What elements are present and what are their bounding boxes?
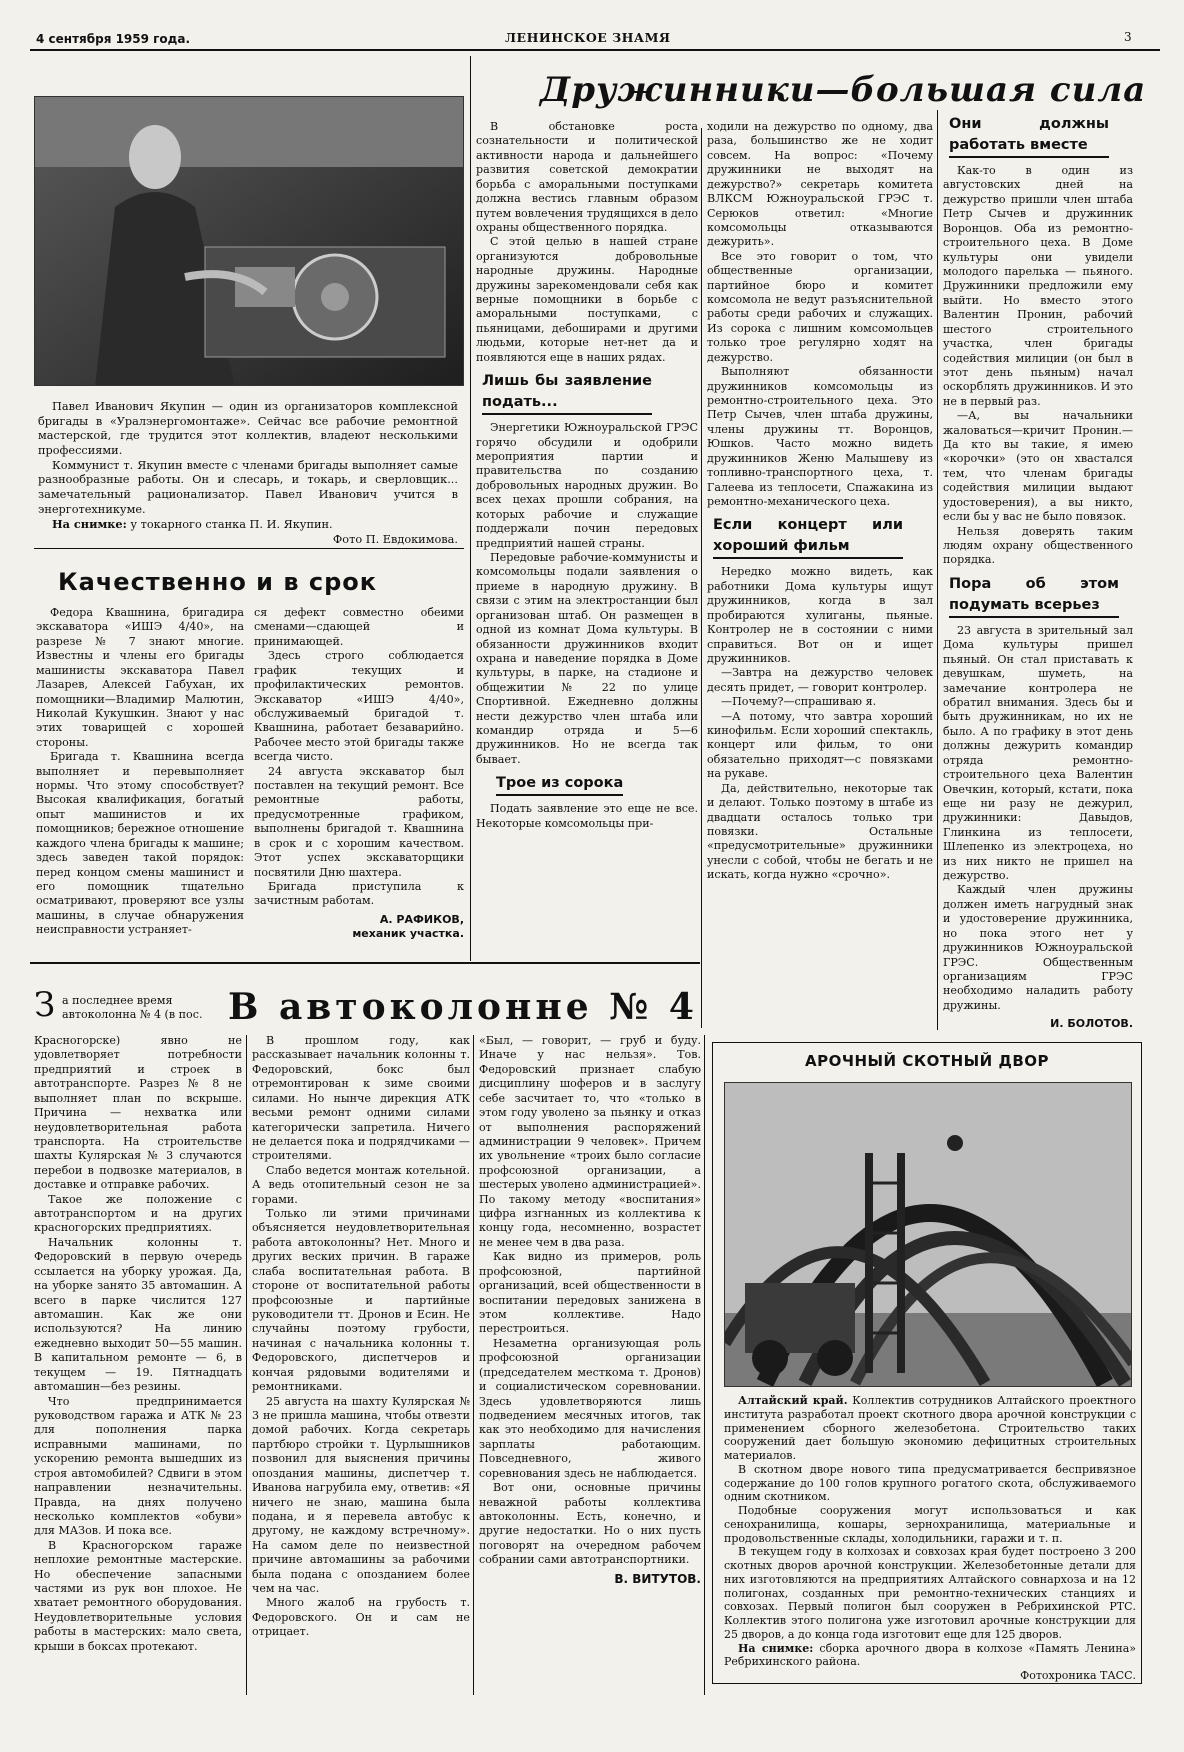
arch-construction-image	[725, 1083, 1132, 1387]
druzh-b4: Нередко можно видеть, как работники Дома культуры ищут дружинников, когда в зал пробираются хулиганы, пьяные. Контролер не в состоянии с ними справиться. Вот он и ищет дружинников.	[707, 565, 933, 665]
kachestvo-p5: 24 августа экскаватор был поставлен на текущий ремонт. Все ремонтные работы, предусмотренные графиком, выполнены бригадой т. Квашнина в срок и с хорошим качеством. Этот успех экскаваторщики посвятили Дню шахтера.	[254, 764, 464, 879]
druzh-c5: Каждый член дружины должен иметь нагрудный знак и удостоверение дружинника, но пока этого нет у дружинников Южноуральской ГРЭС. Общественным организациям ГРЭС необходимо наладить работу дружины.	[943, 883, 1133, 1012]
kachestvo-col1	[36, 606, 244, 958]
factory-lathe-photo	[34, 96, 464, 386]
druzh-b2: Все это говорит о том, что общественные организации, партийное бюро и комитет комсомола не ведут разъяснительной работы среди рабочих и служащих. Из сорока с лишним комсомольцев только трое регулярно ходят на дежурство.	[707, 249, 933, 364]
avto-p10: Много жалоб на грубость т. Федоровского. Он и сам не отрицает.	[252, 1596, 470, 1639]
druzh-colB	[707, 120, 933, 1020]
kachestvo-p2: Бригада т. Квашнина всегда выполняет и перевыполняет нормы. Что этому способствует? Высокая квалификация, богатый опыт машинистов и их помощников; бережное отношение каждого члена бригады к машине; здесь заведен такой порядок: перед концом смены машинист и его помощник тщательно осматривают, проверяют все узлы машины, в случае обнаружения неисправности устраняет-	[36, 750, 244, 937]
column-divider	[937, 110, 938, 1030]
druzh-b1: ходили на дежурство по одному, два раза, большинство же не ходит совсем. На вопрос: «Почему дружинники не выходят на дежурство?» секретарь комитета ВЛКСМ Южноуральской ГРЭС т. Серюков ответил: «Многие комсомольцы отказываются дежурить».	[707, 120, 933, 249]
header-rule	[30, 49, 1160, 51]
kachestvo-p4: Здесь строго соблюдается график текущих и профилактических ремонтов. Экскаватор «ИШЭ 4/40», обслуживаемый бригадой т. Квашнина, работает безаварийно. Рабочее место этой бригады также всегда чисто.	[254, 649, 464, 764]
druzh-a5: Подать заявление это еще не все. Некоторые комсомольцы при-	[476, 802, 698, 830]
druzh-colA	[476, 120, 698, 960]
header-newspaper: ЛЕНИНСКОЕ ЗНАМЯ	[505, 30, 671, 45]
photo1-snimke-text: у токарного станка П. И. Якупин.	[130, 518, 333, 532]
avto-p6: В прошлом году, как рассказывает начальник колонны т. Федоровский, бокс был отремонтирован к зиме своими силами. Но нынче дирекция АТК весьми ремонт одними силами категорически запретила. Ничего не делается пока и подрядчиками — строителями.	[252, 1034, 470, 1163]
avto-p1: Красногорске) явно не удовлетворяет потребности предприятий и строек в автотранспорте. Разрез № 8 не выполняет план по вскрыше. Причина — нехватка или неудовлетворительная работа транспорта. На строительстве шахты Кулярская № 3 случаются перебои в подвозке материалов, в доставке и отправке рабочих.	[34, 1034, 242, 1192]
dvor-snimke-text: сборка арочного двора в колхозе «Память Ленина» Ребрихинского района.	[724, 1641, 1136, 1669]
druzh-b6: —Почему?—спрашиваю я.	[721, 695, 877, 709]
dvor-p4: В текущем году в колхозах и совхозах края будет построено 3 200 скотных дворов арочной конструкции. Железобетонные детали для них изготовляются на предприятиях Алтайского совнархоза и на 12 полигонах, созданных при ремонтно-технических станциях и совхозах. Первый полигон был сооружен в Ребрихинской РТС. Коллектив этого полигона уже изготовил арочные конструкции для 25 дворов, а до конца года изготовит еще для 125 дворов.	[724, 1545, 1136, 1641]
druzh-sub5: Пора об этом подумать всерьез	[949, 574, 1119, 618]
druzh-title: Дружинники—большая сила	[540, 70, 1147, 110]
kachestvo-p6: Бригада приступила к зачистным работам.	[254, 880, 464, 908]
dvor-p3: Подобные сооружения могут использоваться и как сенохранилища, кошары, зернохранилища, материальные и продовольственные склады, холодильники, гаражи и т. п.	[724, 1504, 1136, 1545]
avto-title: В автоколонне № 4	[228, 986, 698, 1028]
druzh-author: И. БОЛОТОВ.	[1050, 1017, 1133, 1031]
header-page-number: 3	[1124, 30, 1132, 44]
avto-p11: «Был, — говорит, — груб и буду. Иначе у нас нельзя». Тов. Федоровский признает слабую дисциплину шоферов и в заслугу себе засчитает то, что «только в этом году уволено за пьянку и отказ от выполнения распоряжений администрации 9 человек». Причем их увольнение «троих было согласие профсоюзной организации, а шестерых уволено администрацией». По такому методу «воспитания» цифра изгнанных из коллектива к концу года, несомненно, возрастет не менее чем в два раза.	[479, 1034, 701, 1249]
avto-p12: Как видно из примеров, роль профсоюзной, партийной организаций, всей общественности в воспитании передовых занижена в этом коллективе. Надо перестроиться.	[479, 1250, 701, 1336]
header-date: 4 сентября 1959 года.	[36, 32, 191, 46]
dvor-title: АРОЧНЫЙ СКОТНЫЙ ДВОР	[804, 1052, 1049, 1070]
avto-p14: Вот они, основные причины неважной работы коллектива автоколонны. Есть, конечно, и другие недостатки. Но о них пусть поговорят на очередном рабочем собрании сами автотранспортники.	[479, 1481, 701, 1567]
section-rule	[34, 548, 464, 549]
avto-p8: Только ли этими причинами объясняется неудовлетворительная работа автоколонны? Нет. Много и других веских причин. В гараже слаба воспитательная работа. В стороне от воспитательной работы профсоюзные и партийные руководители тт. Дронов и Есин. Не случайны поэтому грубости, начиная с начальника колонны т. Федоровского, диспетчеров и кончая рядовыми водителями и ремонтниками.	[252, 1207, 470, 1394]
section-rule	[30, 962, 700, 964]
photo1-caption-text: Павел Иванович Якупин — один из организаторов комплексной бригады в «Уралэнергомонтаже». Сейчас все рабочие ремонтной мастерской, где трудится этот коллектив, владеют несколькими профессиями.	[38, 400, 458, 458]
column-divider	[701, 128, 702, 1028]
avto-p5: В Красногорском гараже неплохие ремонтные мастерские. Но обеспечение запасными частями из рук вон плохое. Не хватает ремонтного оборудования. Неудовлетворительные условия работы в мастерских: мало света, крыши в боксах протекают.	[34, 1538, 242, 1653]
druzh-c3: Нельзя доверять таким людям охрану общественного порядка.	[943, 524, 1133, 567]
druzh-b5: —Завтра на дежурство человек десять придет, — говорит контролер.	[707, 666, 933, 694]
photo1-snimke-label: На снимке:	[52, 517, 127, 532]
druzh-sub3: Если концерт или хороший фильм	[713, 515, 903, 559]
druzh-sub4: Они должны работать вместе	[949, 114, 1109, 158]
druzh-colC	[943, 114, 1133, 1034]
druzh-a3: Энергетики Южноуральской ГРЭС горячо обсудили и одобрили мероприятия партии и правительства по созданию добровольных народных дружин. Во всех цехах прошли собрания, на которых рабочие и служащие поддержали почин передовых предприятий нашей страны.	[476, 421, 698, 550]
avto-p3: Начальник колонны т. Федоровский в первую очередь ссылается на уборку урожая. Да, на уборке занято 35 автомашин. А всего в парке числится 127 автомашин. Как же они используются? На линию ежедневно выходит 50—55 машин. В капитальном ремонте — 6, в текущем — 19. Пятнадцать автомашин—без резины.	[34, 1235, 242, 1394]
kachestvo-title: Качественно и в срок	[58, 568, 378, 596]
column-divider	[246, 1035, 247, 1695]
kachestvo-p1: Федора Квашнина, бригадира экскаватора «ИШЭ 4/40», на разрезе № 7 знают многие. Известны и члены его бригады машинисты экскаватора Павел Лазарев, Алексей Габухан, их помощники—Владимир Малютин, Николай Кукушкин. Знают у нас этих товарищей с хорошей стороны.	[36, 606, 244, 749]
dvor-caption-lead: Алтайский край.	[738, 1394, 848, 1407]
druzh-c1: Как-то в один из августовских дней на дежурство пришли член штаба Петр Сычев и дружинник Воронцов. Оба из ремонтно-строительного цеха. В Доме культуры они увидели молодого парелька — пьяного. Дружинники предложили ему выйти. Но вместо этого Валентин Пронин, рабочий шестого строительного участка, член бригады содействия милиции (он был в этот день пьяным) начал оскорблять дружинников. И это не в первый раз.	[943, 164, 1133, 408]
lathe-worker-image	[35, 97, 464, 386]
druzh-a2: С этой целью в нашей стране организуются добровольные народные дружины. Народные дружины зарекомендовали себя как верные помощники в борьбе с аморальными поступками, с пьяницами, дебоширами и другими людьми, которые нет-нет да и появляются еще в наших рядах.	[476, 235, 698, 364]
druzh-c4: 23 августа в зрительный зал Дома культуры пришел пьяный. Он стал приставать к девушкам, шуметь, на замечание контролера не обратил внимания. Здесь бы и быть дружинникам, но их не было. А по графику в этот день должны дежурить командир отряда ремонтно-строительного цеха Валентин Овечкин, который, кстати, пока еще ни разу не дежурил, дружинники: Давыдов, Глинкина из теплосети, Шлепенко из электроцеха, но из них никто не пришел на дежурство.	[943, 623, 1133, 883]
column-divider	[473, 1035, 474, 1695]
avto-col1	[34, 1034, 242, 1704]
druzh-a1: В обстановке роста сознательности и политической активности народа и дальнейшего развития советской демократии борьба с аморальными поступками должна вестись главным образом путем вовлечения трудящихся в дело охраны общественного порядка.	[476, 120, 698, 234]
dvor-snimke-label: На снимке:	[738, 1641, 814, 1655]
dvor-caption	[724, 1394, 1136, 1683]
photo1-caption-text2: Коммунист т. Якупин вместе с членами бригады выполняет самые разнообразные работы. Он и слесарь, и токарь, и сверловщик... замечательный рационализатор. Павел Иванович учится в энерготехникуме.	[38, 458, 458, 516]
dvor-caption-text: Коллектив сотрудников Алтайского проектного института разработал проект скотного двора арочной конструкции с применением сборного железобетона. Строительство таких сооружений дает большую экономию дефицитных строительных материалов.	[724, 1394, 1136, 1462]
kachestvo-author-role: механик участка.	[352, 927, 464, 941]
druzh-b3: Выполняют обязанности дружинников комсомольцы из ремонтно-строительного цеха. Это Петр Сычев, член штаба дружины, члены дружины тт. Воронцов, Юшков. Часто можно видеть дружинников Женю Малышеву из топливно-транспортного цеха, т. Галеева из теплосети, Спажакина из ремонтно-механического цеха.	[707, 365, 933, 508]
photo1-caption	[38, 400, 458, 548]
kachestvo-author: А. РАФИКОВ,	[379, 912, 464, 926]
druzh-b7: —А потому, что завтра хороший кинофильм. Если хороший спектакль, концерт или фильм, то они обязательно приходят—с повязками на рукаве.	[707, 709, 933, 781]
avto-p7: Слабо ведется монтаж котельной. А ведь отопительный сезон не за горами.	[252, 1163, 470, 1206]
dvor-p2: В скотном дворе нового типа предусматривается беспривязное содержание до 100 голов крупного рогатого скота, обслуживаемого одним скотником.	[724, 1462, 1136, 1504]
druzh-a4: Передовые рабочие-коммунисты и комсомольцы подали заявления о приеме в народную дружину. В связи с этим на электростанции был организован штаб. Он размещен в одной из комнат Дома культуры. В обязанности дружинников входит охрана и наведение порядка в Доме культуры, в парке, на стадионе и общежитии № 22 по улице Спортивной. Ежедневно должны нести дежурство член штаба или командир отряда и 5—6 дружинников. Но не всегда так бывает.	[476, 551, 698, 766]
druzh-c2: —А, вы начальники жаловаться—кричит Пронин.—Да кто вы такие, я имею «корочки» (это он хвастался тем, что членам бригады содействия милиции выдают удостоверения), а вы никто, если бы у вас не было повязок.	[943, 409, 1133, 524]
druzh-sub2: Трое из сорока	[496, 773, 623, 796]
kachestvo-col2	[254, 606, 464, 958]
avto-col3	[479, 1034, 701, 1704]
photo1-credit: Фото П. Евдокимова.	[332, 533, 458, 547]
druzh-b8: Да, действительно, некоторые так и делают. Только поэтому в штабе из двадцати осталось только три повязки. Остальные «предусмотрительные» дружинники унесли с собой, чтобы не бегать и не искать, когда нужно «срочно».	[707, 781, 933, 882]
avto-p9: 25 августа на шахту Кулярская № 3 не пришла машина, чтобы отвезти домой рабочих. Когда секретарь партбюро стройки т. Цурлышников позвонил для выяснения причины опоздания машины, диспетчер т. Иванова нагрубила ему, ответив: «Я ничего не знаю, машина была подана, и я перевела автобус к другому, не каждому встречному». На самом деле по неизвестной причине автомашины за рабочими была подана с опозданием более чем на час.	[252, 1394, 470, 1596]
druzh-sub1: Лишь бы заявление подать...	[482, 371, 652, 415]
avto-p13: Незаметна организующая роль профсоюзной организации (председателем месткома т. Дронов) и социалистическом соревновании. Здесь удовлетворяются лишь подведением месячных итогов, так как это необходимо для начисления зарплаты работающим. Повседневного, живого соревнования здесь не наблюдается.	[479, 1336, 701, 1480]
avto-p4: Что предпринимается руководством гаража и АТК № 23 для пополнения парка исправными машинами, по ускорению ремонта вышедших из строя автомобилей? Сдвиги в этом направлении незначительны. Правда, на днях получено несколько комплектов «обуви» для МАЗов. И пока все.	[34, 1394, 242, 1538]
avto-col2	[252, 1034, 470, 1704]
kachestvo-p3: ся дефект совместно обеими сменами—сдающей и принимающей.	[254, 606, 464, 648]
dvor-credit: Фотохроника ТАСС.	[1020, 1669, 1136, 1682]
column-divider	[470, 56, 471, 961]
arch-barn-photo	[724, 1082, 1132, 1387]
column-divider	[704, 1035, 705, 1695]
avto-author: В. ВИТУТОВ.	[614, 1571, 701, 1586]
avto-dropcap: З	[34, 985, 56, 1025]
avto-first-line: а последнее время автоколонна № 4 (в пос.	[62, 994, 203, 1022]
avto-p2: Такое же положение с автотранспортом и на других красногорских предприятиях.	[34, 1192, 242, 1235]
